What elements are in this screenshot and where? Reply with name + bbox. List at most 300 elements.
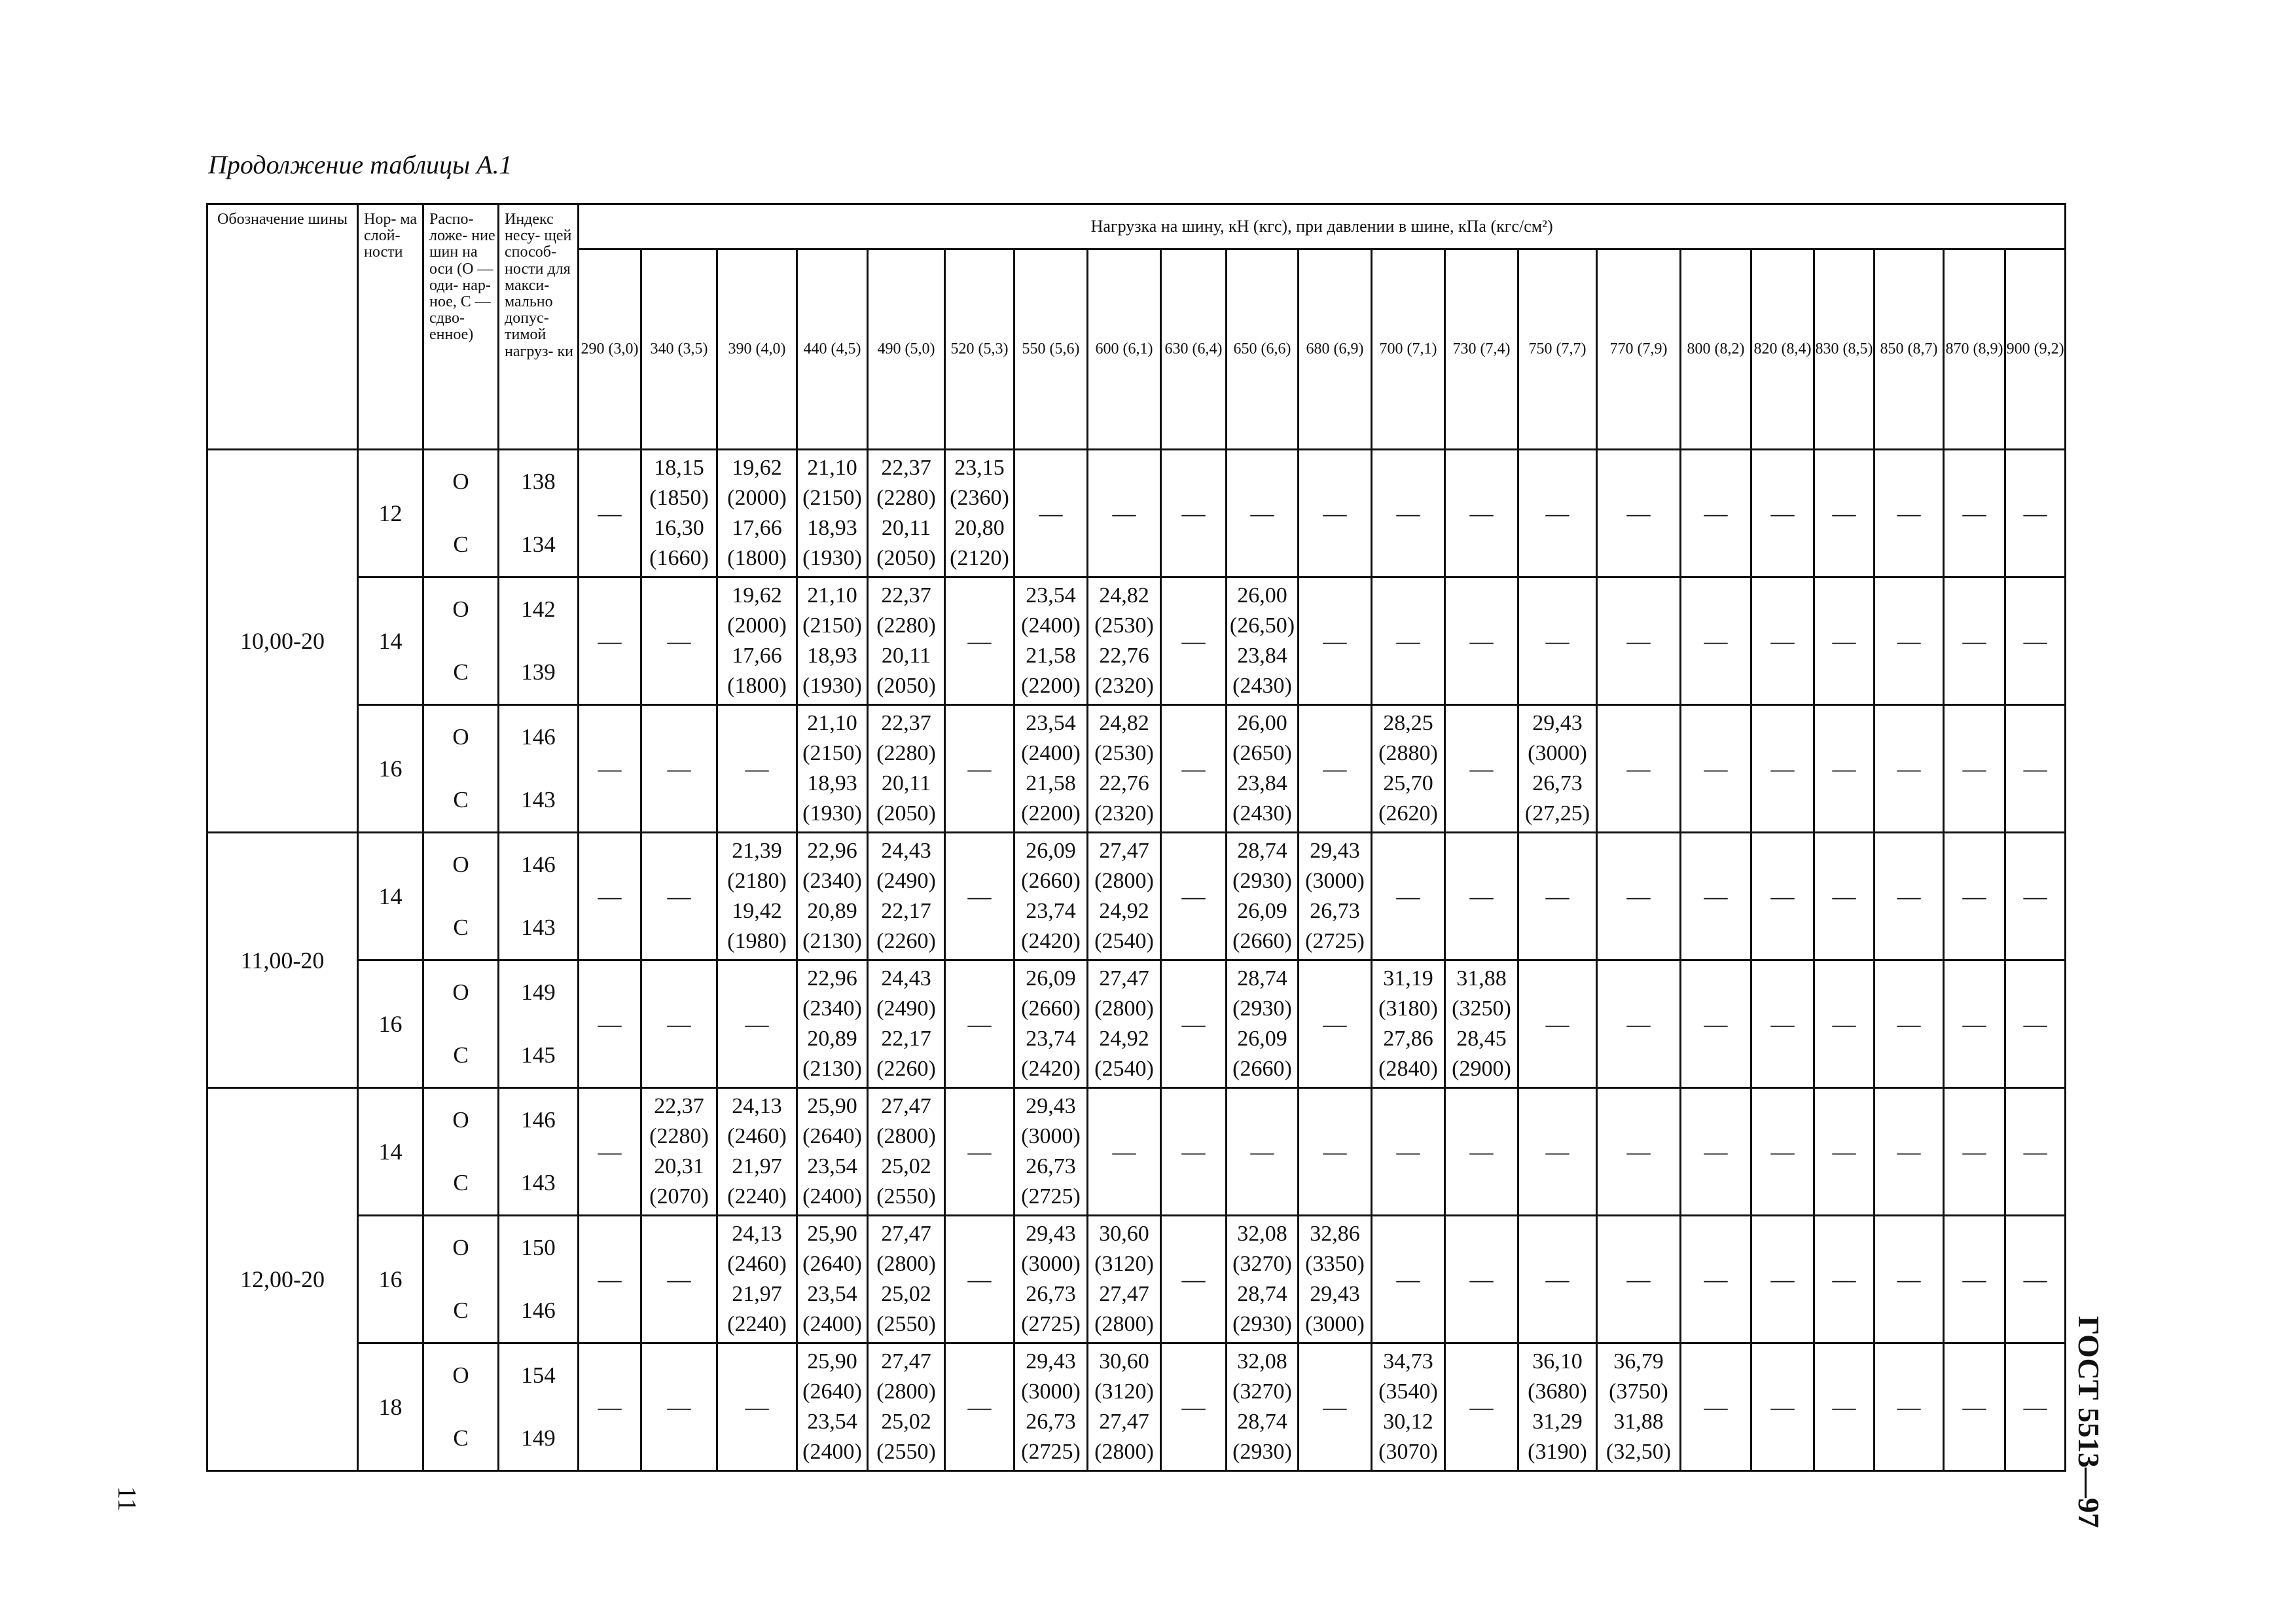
load-value: (2725) <box>1021 1312 1081 1336</box>
load-index-value: 139 <box>521 659 556 685</box>
load-value: 32,08 <box>1237 1349 1287 1374</box>
load-value-cell <box>1227 577 1299 705</box>
load-value: 29,43 <box>1310 839 1360 863</box>
load-value: 19,62 <box>732 456 782 480</box>
axle-position-value: С <box>453 1425 469 1451</box>
load-value-cell <box>641 450 717 577</box>
load-value: 32,08 <box>1237 1222 1287 1246</box>
header-pressure: 290 (3,0) <box>579 249 641 450</box>
load-value-cell <box>1014 1088 1088 1216</box>
load-value-cell <box>1088 1343 1161 1471</box>
empty-cell-dash: — <box>1681 705 1751 833</box>
load-value: 25,90 <box>807 1094 857 1118</box>
load-value: (3270) <box>1232 1379 1292 1404</box>
load-value: 22,37 <box>881 711 931 735</box>
load-value: (2460) <box>727 1252 787 1276</box>
load-value: 29,43 <box>1310 1282 1360 1306</box>
empty-cell-dash: — <box>1751 1343 1814 1471</box>
load-value: 23,54 <box>807 1282 857 1306</box>
document-code: ГОСТ 5513—97 <box>2072 1316 2106 1528</box>
load-value: (2320) <box>1094 801 1154 826</box>
load-value: 21,58 <box>1026 644 1076 668</box>
axle-position <box>423 1216 499 1343</box>
load-value: (2640) <box>802 1379 862 1404</box>
load-value: 30,60 <box>1099 1349 1149 1374</box>
load-value: 28,25 <box>1383 711 1433 735</box>
empty-cell-dash: — <box>1814 450 1874 577</box>
empty-cell-dash: — <box>945 960 1014 1088</box>
empty-cell-dash: — <box>945 1088 1014 1216</box>
load-value: 22,76 <box>1099 771 1149 795</box>
load-value-cell <box>797 960 868 1088</box>
load-value-cell <box>1299 833 1372 960</box>
load-value: (2800) <box>876 1252 936 1276</box>
load-value: 26,73 <box>1026 1410 1076 1434</box>
load-value-cell <box>868 1088 945 1216</box>
load-value: 30,12 <box>1383 1410 1433 1434</box>
load-value: (2130) <box>802 1057 862 1081</box>
load-value: 20,89 <box>807 899 857 923</box>
empty-cell-dash: — <box>1518 833 1597 960</box>
load-value: 19,42 <box>732 899 782 923</box>
tire-designation: 12,00-20 <box>207 1088 358 1471</box>
load-value: (2620) <box>1378 801 1438 826</box>
load-table <box>206 203 2066 1472</box>
load-value-cell <box>1518 705 1597 833</box>
empty-cell-dash: — <box>2005 450 2066 577</box>
empty-cell-dash: — <box>1874 450 1944 577</box>
load-index-value: 138 <box>521 469 556 494</box>
empty-cell-dash: — <box>1161 450 1227 577</box>
load-value: 21,97 <box>732 1282 782 1306</box>
empty-cell-dash: — <box>1518 1088 1597 1216</box>
load-value: (2550) <box>876 1184 936 1209</box>
load-value: (2640) <box>802 1252 862 1276</box>
load-value-cell <box>1014 705 1088 833</box>
empty-cell-dash: — <box>1814 833 1874 960</box>
load-value: 20,31 <box>654 1154 704 1178</box>
ply-rating: 14 <box>358 1088 423 1216</box>
load-value-cell <box>945 450 1014 577</box>
load-value: (2200) <box>1021 801 1081 826</box>
header-pressure: 870 (8,9) <box>1944 249 2005 450</box>
empty-cell-dash: — <box>579 1088 641 1216</box>
table-row <box>207 450 2066 577</box>
load-value: (3000) <box>1021 1252 1081 1276</box>
axle-position-value: О <box>452 979 469 1005</box>
load-value: 22,37 <box>881 583 931 608</box>
header-pressure: 900 (9,2) <box>2005 249 2066 450</box>
load-value: (2540) <box>1094 929 1154 953</box>
empty-cell-dash: — <box>641 577 717 705</box>
header-pressure: 800 (8,2) <box>1681 249 1751 450</box>
axle-position-value: О <box>452 852 469 877</box>
empty-cell-dash: — <box>1161 1088 1227 1216</box>
load-value: (2070) <box>649 1184 709 1209</box>
load-value-cell <box>797 833 868 960</box>
axle-position-value: С <box>453 915 469 940</box>
tire-designation: 11,00-20 <box>207 833 358 1088</box>
load-value: (2000) <box>727 613 787 638</box>
load-value-cell <box>1088 833 1161 960</box>
load-value: (2150) <box>802 613 862 638</box>
load-index-value: 150 <box>521 1235 556 1260</box>
load-index-value: 149 <box>521 979 556 1005</box>
load-value-cell <box>1014 833 1088 960</box>
load-value-cell <box>797 450 868 577</box>
load-value-cell <box>1088 1216 1161 1343</box>
load-value: 28,74 <box>1237 1410 1287 1434</box>
load-value: (3750) <box>1609 1379 1668 1404</box>
load-value: 25,02 <box>881 1410 931 1434</box>
empty-cell-dash: — <box>2005 833 2066 960</box>
load-value: (2050) <box>876 801 936 826</box>
header-tire: Обозначение шины <box>207 204 358 450</box>
load-value: (3680) <box>1528 1379 1587 1404</box>
load-value: (2930) <box>1232 996 1292 1021</box>
load-value: (26,50) <box>1229 613 1295 638</box>
empty-cell-dash: — <box>579 1216 641 1343</box>
load-value-cell <box>1014 577 1088 705</box>
load-value: 24,92 <box>1099 899 1149 923</box>
empty-cell-dash: — <box>717 1343 797 1471</box>
empty-cell-dash: — <box>1299 450 1372 577</box>
load-index-value: 134 <box>521 532 556 557</box>
load-value: (27,25) <box>1524 801 1590 826</box>
load-value: 30,60 <box>1099 1222 1149 1246</box>
empty-cell-dash: — <box>1372 1088 1445 1216</box>
load-value-cell <box>797 1343 868 1471</box>
empty-cell-dash: — <box>1372 1216 1445 1343</box>
load-value: 29,43 <box>1532 711 1583 735</box>
load-value: 23,74 <box>1026 899 1076 923</box>
load-value: (2530) <box>1094 613 1154 638</box>
load-value: (2800) <box>1094 996 1154 1021</box>
empty-cell-dash: — <box>1874 1088 1944 1216</box>
load-value-cell <box>868 833 945 960</box>
load-value: 23,74 <box>1026 1027 1076 1051</box>
load-value: (2280) <box>876 741 936 765</box>
load-value: 18,15 <box>654 456 704 480</box>
empty-cell-dash: — <box>1751 960 1814 1088</box>
empty-cell-dash: — <box>1681 450 1751 577</box>
load-value: 27,47 <box>1099 1282 1149 1306</box>
load-value: 23,54 <box>807 1410 857 1434</box>
load-value-cell <box>1088 960 1161 1088</box>
header-pressure: 630 (6,4) <box>1161 249 1227 450</box>
empty-cell-dash: — <box>1161 960 1227 1088</box>
load-value: 25,02 <box>881 1282 931 1306</box>
load-index <box>499 705 579 833</box>
load-value: (2150) <box>802 486 862 510</box>
load-value: (3180) <box>1378 996 1438 1021</box>
load-index-value: 149 <box>521 1425 556 1451</box>
load-index-value: 146 <box>521 724 556 750</box>
load-value: (2200) <box>1021 674 1081 698</box>
empty-cell-dash: — <box>945 705 1014 833</box>
load-value: 23,54 <box>1026 583 1076 608</box>
load-value: (3000) <box>1021 1124 1081 1148</box>
load-value: (2530) <box>1094 741 1154 765</box>
empty-cell-dash: — <box>579 960 641 1088</box>
load-value-cell <box>1372 705 1445 833</box>
load-value: 21,10 <box>807 456 857 480</box>
load-value: 23,84 <box>1237 771 1287 795</box>
load-value: (2725) <box>1021 1440 1081 1464</box>
load-value: (2340) <box>802 869 862 893</box>
load-value: (2800) <box>1094 869 1154 893</box>
empty-cell-dash: — <box>1814 1088 1874 1216</box>
load-value: 31,29 <box>1532 1410 1583 1434</box>
table-row <box>207 1088 2066 1216</box>
load-value: 21,10 <box>807 583 857 608</box>
load-value: (1930) <box>802 546 862 570</box>
load-value: (3000) <box>1528 741 1587 765</box>
load-value: (2430) <box>1232 801 1292 826</box>
load-value: 27,86 <box>1383 1027 1433 1051</box>
empty-cell-dash: — <box>579 833 641 960</box>
header-pressure: 440 (4,5) <box>797 249 868 450</box>
empty-cell-dash: — <box>579 705 641 833</box>
empty-cell-dash: — <box>1681 833 1751 960</box>
empty-cell-dash: — <box>1681 1216 1751 1343</box>
load-value-cell <box>1014 1216 1088 1343</box>
header-pressure: 850 (8,7) <box>1874 249 1944 450</box>
empty-cell-dash: — <box>1299 577 1372 705</box>
empty-cell-dash: — <box>1874 960 1944 1088</box>
load-value: 29,43 <box>1026 1222 1076 1246</box>
table-row <box>207 1343 2066 1471</box>
load-value-cell <box>1227 960 1299 1088</box>
empty-cell-dash: — <box>1751 1216 1814 1343</box>
load-value: (2280) <box>876 486 936 510</box>
load-value-cell <box>1372 1343 1445 1471</box>
load-value: 20,11 <box>881 771 931 795</box>
load-value: (1850) <box>649 486 709 510</box>
load-value: 27,47 <box>881 1349 931 1374</box>
empty-cell-dash: — <box>1227 450 1299 577</box>
load-value: (2490) <box>876 996 936 1021</box>
axle-position-value: С <box>453 659 469 685</box>
header-pressure: 340 (3,5) <box>641 249 717 450</box>
axle-position-value: С <box>453 787 469 812</box>
empty-cell-dash: — <box>1944 1088 2005 1216</box>
empty-cell-dash: — <box>1161 1216 1227 1343</box>
load-value: 20,11 <box>881 644 931 668</box>
load-value: (2640) <box>802 1124 862 1148</box>
load-value-cell <box>868 1343 945 1471</box>
header-pressure: 390 (4,0) <box>717 249 797 450</box>
load-value-cell <box>797 577 868 705</box>
axle-position-value: О <box>452 1235 469 1260</box>
empty-cell-dash: — <box>579 450 641 577</box>
load-value: (2340) <box>802 996 862 1021</box>
load-index-value: 143 <box>521 1170 556 1195</box>
header-index: Индекс несу- щей способ- ности для макси- мально допус- тимой нагруз- ки <box>499 204 579 450</box>
load-value: 26,00 <box>1237 583 1287 608</box>
table-row <box>207 705 2066 833</box>
load-value: (2880) <box>1378 741 1438 765</box>
ply-rating: 16 <box>358 960 423 1088</box>
load-value: (1800) <box>727 674 787 698</box>
empty-cell-dash: — <box>717 705 797 833</box>
load-value-cell <box>868 705 945 833</box>
empty-cell-dash: — <box>2005 960 2066 1088</box>
load-value: 27,47 <box>1099 839 1149 863</box>
load-value: 16,30 <box>654 516 704 540</box>
load-value: (3120) <box>1094 1252 1154 1276</box>
load-value: 24,82 <box>1099 711 1149 735</box>
load-value: (3120) <box>1094 1379 1154 1404</box>
empty-cell-dash: — <box>1372 577 1445 705</box>
load-value: (2130) <box>802 929 862 953</box>
load-value: (2180) <box>727 869 787 893</box>
ply-rating: 18 <box>358 1343 423 1471</box>
empty-cell-dash: — <box>1597 833 1681 960</box>
load-value: 24,82 <box>1099 583 1149 608</box>
empty-cell-dash: — <box>1874 577 1944 705</box>
load-value: (1800) <box>727 546 787 570</box>
load-value-cell <box>1372 960 1445 1088</box>
load-value: 17,66 <box>732 644 782 668</box>
header-ply: Нор- ма слой- ности <box>358 204 423 450</box>
empty-cell-dash: — <box>1814 705 1874 833</box>
load-value: 36,10 <box>1532 1349 1583 1374</box>
load-value: 34,73 <box>1383 1349 1433 1374</box>
load-value: 26,09 <box>1237 1027 1287 1051</box>
empty-cell-dash: — <box>1445 577 1518 705</box>
load-value: 26,73 <box>1026 1154 1076 1178</box>
load-value: (3270) <box>1232 1252 1292 1276</box>
header-pressure: 700 (7,1) <box>1372 249 1445 450</box>
load-value: 20,80 <box>954 516 1005 540</box>
load-value: 18,93 <box>807 771 857 795</box>
table-body <box>207 450 2066 1471</box>
table-row <box>207 833 2066 960</box>
load-index-value: 143 <box>521 915 556 940</box>
empty-cell-dash: — <box>1751 450 1814 577</box>
empty-cell-dash: — <box>1597 1216 1681 1343</box>
empty-cell-dash: — <box>1299 1088 1372 1216</box>
load-index-value: 146 <box>521 1107 556 1133</box>
empty-cell-dash: — <box>1681 577 1751 705</box>
load-value: 17,66 <box>732 516 782 540</box>
load-value: 28,45 <box>1456 1027 1507 1051</box>
load-value: 22,17 <box>881 1027 931 1051</box>
load-value-cell <box>717 1088 797 1216</box>
header-pressure: 650 (6,6) <box>1227 249 1299 450</box>
axle-position <box>423 833 499 960</box>
empty-cell-dash: — <box>1944 705 2005 833</box>
load-value: (2280) <box>649 1124 709 1148</box>
load-value: (2490) <box>876 869 936 893</box>
empty-cell-dash: — <box>1299 705 1372 833</box>
empty-cell-dash: — <box>1751 1088 1814 1216</box>
load-value: (2930) <box>1232 869 1292 893</box>
load-value: 22,96 <box>807 839 857 863</box>
load-value-cell <box>868 577 945 705</box>
empty-cell-dash: — <box>1445 1216 1518 1343</box>
load-value-cell <box>1518 1343 1597 1471</box>
load-value: (2420) <box>1021 1057 1081 1081</box>
load-value-cell <box>641 1088 717 1216</box>
load-value: (2400) <box>802 1184 862 1209</box>
empty-cell-dash: — <box>945 1216 1014 1343</box>
load-value-cell <box>797 1216 868 1343</box>
load-value: (2460) <box>727 1124 787 1148</box>
axle-position-value: С <box>453 1042 469 1068</box>
load-value: 31,19 <box>1383 966 1433 991</box>
load-value: (2360) <box>950 486 1009 510</box>
empty-cell-dash: — <box>641 833 717 960</box>
load-value: 28,74 <box>1237 966 1287 991</box>
load-value-cell <box>1014 1343 1088 1471</box>
load-value: (2800) <box>876 1379 936 1404</box>
load-value: 26,73 <box>1310 899 1360 923</box>
load-value: 26,09 <box>1237 899 1287 923</box>
table-row <box>207 577 2066 705</box>
load-value: (1660) <box>649 546 709 570</box>
load-value: (2800) <box>1094 1440 1154 1464</box>
load-value: 26,00 <box>1237 711 1287 735</box>
load-value: 22,96 <box>807 966 857 991</box>
load-value-cell <box>1227 833 1299 960</box>
empty-cell-dash: — <box>1299 1343 1372 1471</box>
load-index-value: 143 <box>521 787 556 812</box>
load-value-cell <box>1227 705 1299 833</box>
header-pressure: 830 (8,5) <box>1814 249 1874 450</box>
load-value: 24,13 <box>732 1094 782 1118</box>
empty-cell-dash: — <box>641 1343 717 1471</box>
empty-cell-dash: — <box>1518 1216 1597 1343</box>
load-value: (2800) <box>876 1124 936 1148</box>
header-pressure: 550 (5,6) <box>1014 249 1088 450</box>
axle-position <box>423 705 499 833</box>
load-value: (1980) <box>727 929 787 953</box>
load-value: (3190) <box>1528 1440 1587 1464</box>
empty-cell-dash: — <box>641 705 717 833</box>
empty-cell-dash: — <box>1874 705 1944 833</box>
axle-position-value: О <box>452 596 469 622</box>
load-value-cell <box>1088 705 1161 833</box>
empty-cell-dash: — <box>2005 1216 2066 1343</box>
load-value: (2550) <box>876 1440 936 1464</box>
empty-cell-dash: — <box>1681 960 1751 1088</box>
load-value-cell <box>868 960 945 1088</box>
axle-position-value: С <box>453 1170 469 1195</box>
load-value: 22,76 <box>1099 644 1149 668</box>
load-value: (3070) <box>1378 1440 1438 1464</box>
load-value-cell <box>797 1088 868 1216</box>
empty-cell-dash: — <box>1751 577 1814 705</box>
load-value: 22,37 <box>654 1094 704 1118</box>
load-value: 27,47 <box>881 1222 931 1246</box>
load-value: 18,93 <box>807 644 857 668</box>
empty-cell-dash: — <box>1445 1088 1518 1216</box>
table-caption: Продолжение таблицы А.1 <box>208 150 512 179</box>
load-value: (2150) <box>802 741 862 765</box>
header-pressure: 490 (5,0) <box>868 249 945 450</box>
load-value: (2420) <box>1021 929 1081 953</box>
load-value: 24,43 <box>881 966 931 991</box>
axle-position <box>423 1088 499 1216</box>
load-value: (1930) <box>802 801 862 826</box>
empty-cell-dash: — <box>1014 450 1088 577</box>
load-value-cell <box>1227 1216 1299 1343</box>
empty-cell-dash: — <box>1597 1088 1681 1216</box>
load-value: (2540) <box>1094 1057 1154 1081</box>
load-value: (1930) <box>802 674 862 698</box>
